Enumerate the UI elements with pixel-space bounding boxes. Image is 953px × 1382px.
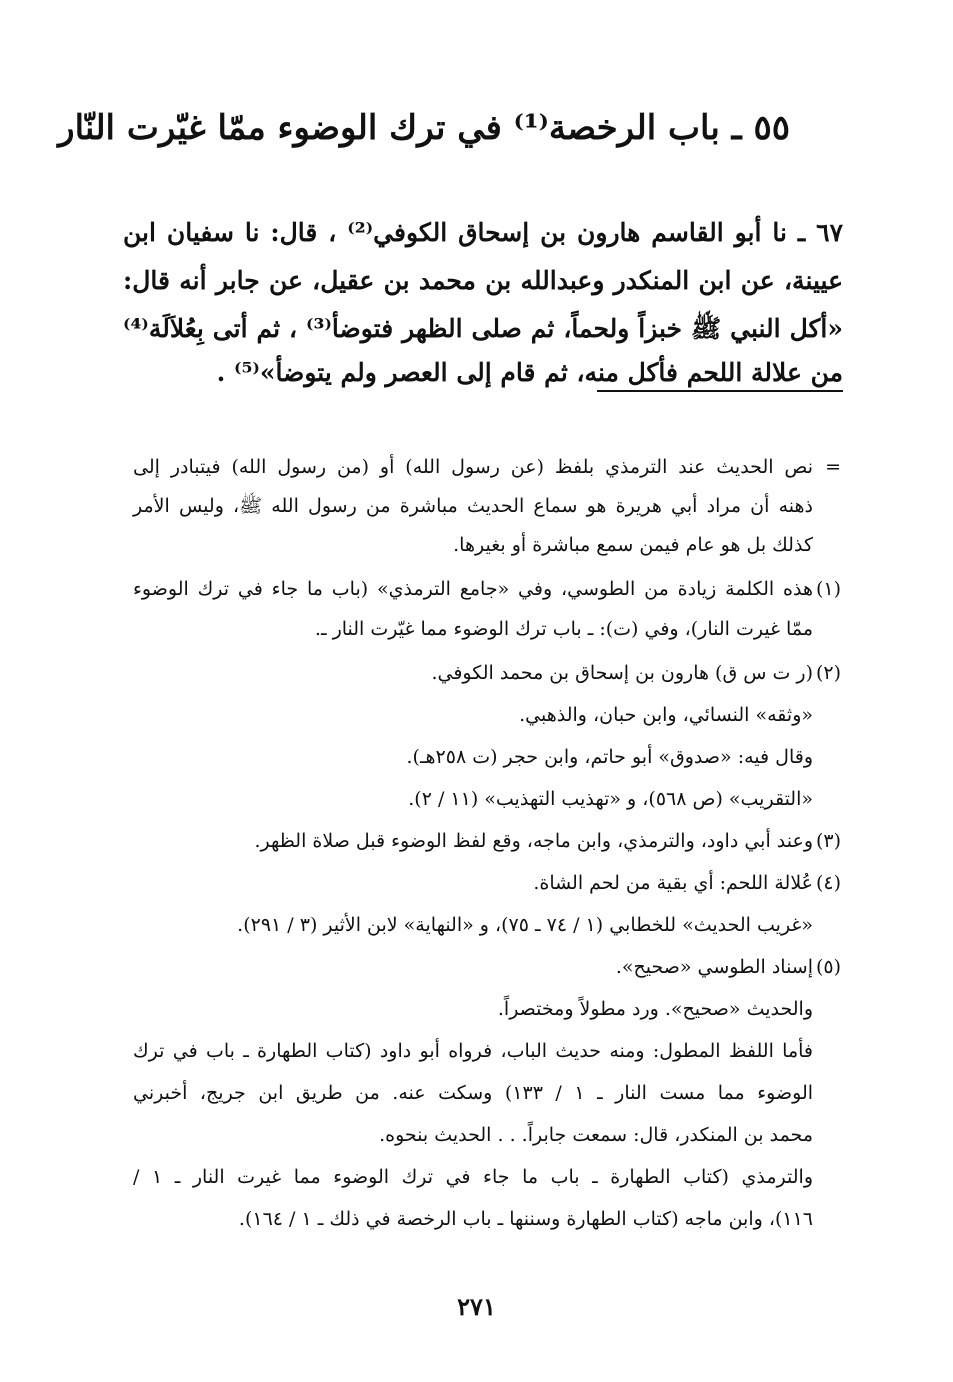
footnote-marker: (٤) — [815, 872, 841, 894]
hadith-line: عيينة، عن ابن المنكدر وعبدالله بن محمد بن عقيل، عن جابر أنه قال: — [123, 266, 843, 295]
footnote-marker: (٥) — [815, 956, 841, 978]
footnote-line: «التقريب» (ص ٥٦٨)، و «تهذيب التهذيب» (١١ / ٢). — [408, 788, 813, 810]
footnote-separator — [597, 390, 843, 392]
chapter-title: ٥٥ ـ باب الرخصة⁽¹⁾ في ترك الوضوء ممّا غيّرت النّار — [58, 108, 790, 148]
footnote-line: والترمذي (كتاب الطهارة ـ باب ما جاء في ترك الوضوء مما غيرت النار ـ ١ / — [133, 1166, 813, 1188]
footnote-line: محمد بن المنكدر، قال: سمعت جابراً. . . الحديث بنحوه. — [379, 1124, 813, 1146]
footnote-marker: = — [825, 456, 841, 478]
footnote-line: والحديث «صحيح». ورد مطولاً ومختصراً. — [497, 998, 813, 1020]
footnote-line: ذهنه أن مراد أبي هريرة هو سماع الحديث مباشرة من رسول الله ﷺ، وليس الأمر — [133, 495, 813, 517]
footnote-line: نص الحديث عند الترمذي بلفظ (عن رسول الله) أو (من رسول الله) فيتبادر إلى — [133, 456, 813, 478]
footnote-line: ممّا غيرت النار)، وفي (ت): ـ باب ترك الوضوء مما غيّرت النار ـ. — [314, 618, 813, 640]
footnote-line: كذلك بل هو عام فيمن سمع مباشرة أو بغيرها. — [453, 534, 813, 556]
hadith-line: «أكل النبي ﷺ خبزاً ولحماً، ثم صلى الظهر فتوضأ⁽³⁾ ، ثم أتى بِعُلاَلَة⁽⁴⁾ — [123, 314, 843, 343]
footnote-line: وقال فيه: «صدوق» أبو حاتم، وابن حجر (ت ٢٥٨هـ). — [406, 746, 813, 768]
hadith-line: ٦٧ ـ نا أبو القاسم هارون بن إسحاق الكوفي⁽²⁾ ، قال: نا سفيان ابن — [123, 218, 843, 247]
footnote-line: ١١٦)، وابن ماجه (كتاب الطهارة وسننها ـ باب الرخصة في ذلك ـ ١ / ١٦٤). — [238, 1208, 813, 1230]
footnote-line: إسناد الطوسي «صحيح». — [615, 956, 813, 978]
page-number: ٢٧١ — [457, 1292, 496, 1321]
footnote-marker: (٣) — [815, 830, 841, 852]
footnote-line: «وثقه» النسائي، وابن حبان، والذهبي. — [519, 704, 813, 726]
hadith-line: من علالة اللحم فأكل منه، ثم قام إلى العصر ولم يتوضأ»⁽⁵⁾ . — [216, 358, 843, 387]
footnote-marker: (١) — [815, 578, 841, 600]
footnote-line: وعند أبي داود، والترمذي، وابن ماجه، وقع لفظ الوضوء قبل صلاة الظهر. — [254, 830, 813, 852]
footnote-line: «غريب الحديث» للخطابي (١ / ٧٤ ـ ٧٥)، و «النهاية» لابن الأثير (٣ / ٢٩١). — [237, 914, 813, 936]
footnote-line: عُلالة اللحم: أي بقية من لحم الشاة. — [533, 872, 813, 894]
footnote-line: هذه الكلمة زيادة من الطوسي، وفي «جامع الترمذي» (باب ما جاء في ترك الوضوء — [133, 578, 813, 600]
footnote-line: فأما اللفظ المطول: ومنه حديث الباب، فرواه أبو داود (كتاب الطهارة ـ باب في ترك — [133, 1040, 813, 1062]
footnote-line: الوضوء مما مست النار ـ ١ / ١٣٣) وسكت عنه. من طريق ابن جريج، أخبرني — [133, 1082, 814, 1104]
footnote-marker: (٢) — [815, 662, 841, 684]
footnote-line: (ر ت س ق) هارون بن إسحاق بن محمد الكوفي. — [431, 662, 813, 684]
